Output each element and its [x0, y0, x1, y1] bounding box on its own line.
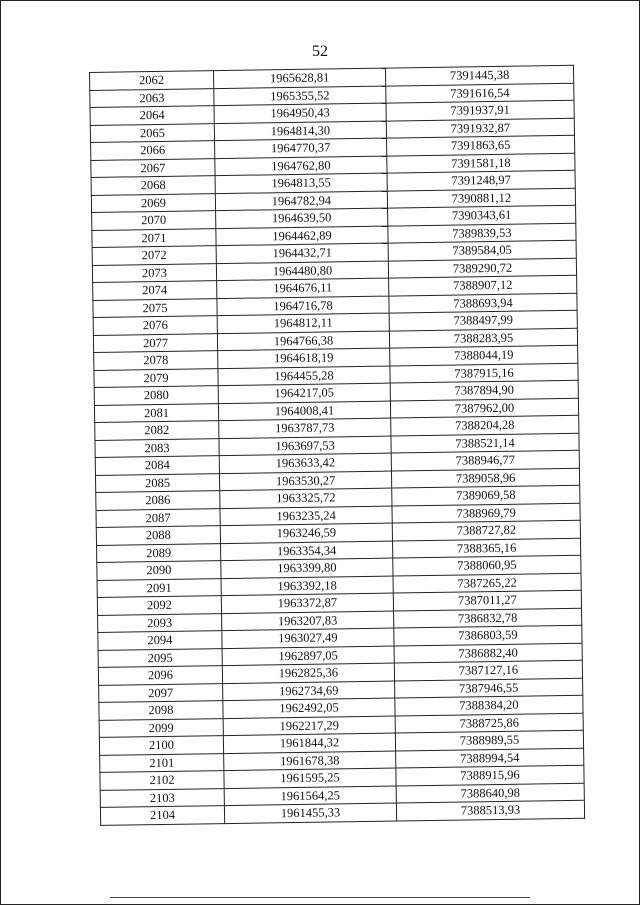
point-number-cell: 2070: [92, 211, 216, 230]
y-coordinate-cell: 7387265,22: [393, 573, 581, 593]
x-coordinate-cell: 1963325,72: [220, 488, 392, 508]
x-coordinate-cell: 1963354,34: [221, 541, 393, 561]
y-coordinate-cell: 7391445,38: [385, 65, 573, 85]
y-coordinate-cell: 7388907,12: [389, 275, 577, 295]
point-number-cell: 2098: [99, 701, 223, 720]
y-coordinate-cell: 7388384,20: [395, 695, 583, 715]
x-coordinate-cell: 1963697,53: [219, 436, 391, 456]
x-coordinate-cell: 1964462,89: [216, 226, 388, 246]
x-coordinate-cell: 1962734,69: [223, 681, 395, 701]
y-coordinate-cell: 7388994,54: [396, 748, 584, 768]
x-coordinate-cell: 1961455,33: [224, 803, 396, 823]
x-coordinate-cell: 1961564,25: [224, 786, 396, 806]
point-number-cell: 2065: [90, 123, 214, 142]
y-coordinate-cell: 7388283,95: [389, 328, 577, 348]
x-coordinate-cell: 1964762,80: [215, 156, 387, 176]
x-coordinate-cell: 1964480,80: [216, 261, 388, 281]
x-coordinate-cell: 1964814,30: [214, 121, 386, 141]
point-number-cell: 2073: [92, 263, 216, 282]
point-number-cell: 2074: [93, 281, 217, 300]
point-number-cell: 2096: [98, 666, 222, 685]
y-coordinate-cell: 7391616,54: [386, 83, 574, 103]
y-coordinate-cell: 7387127,16: [394, 660, 582, 680]
point-number-cell: 2097: [99, 683, 223, 702]
y-coordinate-cell: 7389069,58: [392, 485, 580, 505]
point-number-cell: 2092: [97, 596, 221, 615]
point-number-cell: 2069: [91, 193, 215, 212]
y-coordinate-cell: 7388044,19: [390, 345, 578, 365]
point-number-cell: 2093: [98, 613, 222, 632]
point-number-cell: 2091: [97, 578, 221, 597]
point-number-cell: 2072: [92, 246, 216, 265]
y-coordinate-cell: 7388497,99: [389, 310, 577, 330]
point-number-cell: 2086: [96, 491, 220, 510]
page-number: 52: [312, 43, 328, 60]
y-coordinate-cell: 7389290,72: [388, 258, 576, 278]
x-coordinate-cell: 1963392,18: [221, 576, 393, 596]
x-coordinate-cell: 1964455,28: [218, 366, 390, 386]
point-number-cell: 2071: [92, 228, 216, 247]
y-coordinate-cell: 7388693,94: [389, 293, 577, 313]
x-coordinate-cell: 1962492,05: [223, 698, 395, 718]
point-number-cell: 2078: [94, 351, 218, 370]
x-coordinate-cell: 1962897,05: [222, 646, 394, 666]
point-number-cell: 2104: [100, 806, 224, 825]
point-number-cell: 2077: [93, 333, 217, 352]
x-coordinate-cell: 1961844,32: [223, 733, 395, 753]
point-number-cell: 2067: [91, 158, 215, 177]
x-coordinate-cell: 1964950,43: [214, 103, 386, 123]
point-number-cell: 2100: [99, 736, 223, 755]
point-number-cell: 2082: [95, 421, 219, 440]
y-coordinate-cell: 7389839,53: [388, 223, 576, 243]
y-coordinate-cell: 7388946,77: [391, 450, 579, 470]
x-coordinate-cell: 1964782,94: [215, 191, 387, 211]
x-coordinate-cell: 1964716,78: [217, 296, 389, 316]
y-coordinate-cell: 7386803,59: [394, 625, 582, 645]
point-number-cell: 2099: [99, 718, 223, 737]
x-coordinate-cell: 1963372,87: [221, 593, 393, 613]
point-number-cell: 2081: [94, 403, 218, 422]
y-coordinate-cell: 7388521,14: [391, 433, 579, 453]
y-coordinate-cell: 7388727,82: [392, 520, 580, 540]
y-coordinate-cell: 7387894,90: [390, 380, 578, 400]
point-number-cell: 2102: [100, 771, 224, 790]
y-coordinate-cell: 7388365,16: [392, 538, 580, 558]
point-number-cell: 2085: [95, 473, 219, 492]
y-coordinate-cell: 7388204,28: [391, 415, 579, 435]
y-coordinate-cell: 7389584,05: [388, 240, 576, 260]
point-number-cell: 2103: [100, 788, 224, 807]
y-coordinate-cell: 7388989,55: [395, 730, 583, 750]
y-coordinate-cell: 7389058,96: [391, 468, 579, 488]
x-coordinate-cell: 1964217,05: [218, 383, 390, 403]
x-coordinate-cell: 1965355,52: [214, 86, 386, 106]
y-coordinate-cell: 7391248,97: [387, 170, 575, 190]
y-coordinate-cell: 7388725,86: [395, 713, 583, 733]
x-coordinate-cell: 1964676,11: [217, 278, 389, 298]
x-coordinate-cell: 1963235,24: [220, 506, 392, 526]
x-coordinate-cell: 1964639,50: [216, 208, 388, 228]
point-number-cell: 2083: [95, 438, 219, 457]
y-coordinate-cell: 7387946,55: [395, 678, 583, 698]
x-coordinate-cell: 1963246,59: [220, 523, 392, 543]
x-coordinate-cell: 1963530,27: [219, 471, 391, 491]
point-number-cell: 2084: [95, 456, 219, 475]
x-coordinate-cell: 1964618,19: [218, 348, 390, 368]
point-number-cell: 2095: [98, 648, 222, 667]
y-coordinate-cell: 7388513,93: [396, 800, 584, 820]
point-number-cell: 2075: [93, 298, 217, 317]
y-coordinate-cell: 7388060,95: [393, 555, 581, 575]
x-coordinate-cell: 1964813,55: [215, 173, 387, 193]
y-coordinate-cell: 7391863,65: [387, 135, 575, 155]
point-number-cell: 2062: [90, 71, 214, 90]
point-number-cell: 2063: [90, 88, 214, 107]
x-coordinate-cell: 1961595,25: [224, 768, 396, 788]
x-coordinate-cell: 1961678,38: [224, 751, 396, 771]
x-coordinate-cell: 1963633,42: [219, 453, 391, 473]
x-coordinate-cell: 1963399,80: [221, 558, 393, 578]
coordinates-table-body: [90, 65, 585, 825]
coordinates-table: [89, 65, 585, 826]
x-coordinate-cell: 1963787,73: [219, 418, 391, 438]
y-coordinate-cell: 7387011,27: [393, 590, 581, 610]
point-number-cell: 2094: [98, 631, 222, 650]
point-number-cell: 2064: [90, 106, 214, 125]
x-coordinate-cell: 1964432,71: [216, 243, 388, 263]
point-number-cell: 2089: [97, 543, 221, 562]
x-coordinate-cell: 1964766,38: [217, 331, 389, 351]
y-coordinate-cell: 7390343,61: [388, 205, 576, 225]
y-coordinate-cell: 7388640,98: [396, 783, 584, 803]
point-number-cell: 2088: [96, 526, 220, 545]
x-coordinate-cell: 1963207,83: [222, 611, 394, 631]
x-coordinate-cell: 1964770,37: [215, 138, 387, 158]
point-number-cell: 2090: [97, 561, 221, 580]
point-number-cell: 2076: [93, 316, 217, 335]
y-coordinate-cell: 7386882,40: [394, 643, 582, 663]
y-coordinate-cell: 7388969,79: [392, 503, 580, 523]
x-coordinate-cell: 1962825,36: [222, 663, 394, 683]
y-coordinate-cell: 7390881,12: [387, 188, 575, 208]
point-number-cell: 2101: [100, 753, 224, 772]
coordinates-table-container: [89, 65, 584, 826]
x-coordinate-cell: 1963027,49: [222, 628, 394, 648]
x-coordinate-cell: 1964008,41: [218, 401, 390, 421]
x-coordinate-cell: 1965628,81: [213, 68, 385, 88]
y-coordinate-cell: 7391581,18: [387, 153, 575, 173]
point-number-cell: 2079: [94, 368, 218, 387]
x-coordinate-cell: 1962217,29: [223, 716, 395, 736]
y-coordinate-cell: 7391932,87: [386, 118, 574, 138]
bottom-divider: [110, 897, 530, 898]
point-number-cell: 2080: [94, 386, 218, 405]
y-coordinate-cell: 7388915,96: [396, 765, 584, 785]
y-coordinate-cell: 7386832,78: [394, 608, 582, 628]
y-coordinate-cell: 7387915,16: [390, 363, 578, 383]
x-coordinate-cell: 1964812,11: [217, 313, 389, 333]
y-coordinate-cell: 7391937,91: [386, 100, 574, 120]
point-number-cell: 2068: [91, 176, 215, 195]
y-coordinate-cell: 7387962,00: [390, 398, 578, 418]
point-number-cell: 2066: [91, 141, 215, 160]
point-number-cell: 2087: [96, 508, 220, 527]
